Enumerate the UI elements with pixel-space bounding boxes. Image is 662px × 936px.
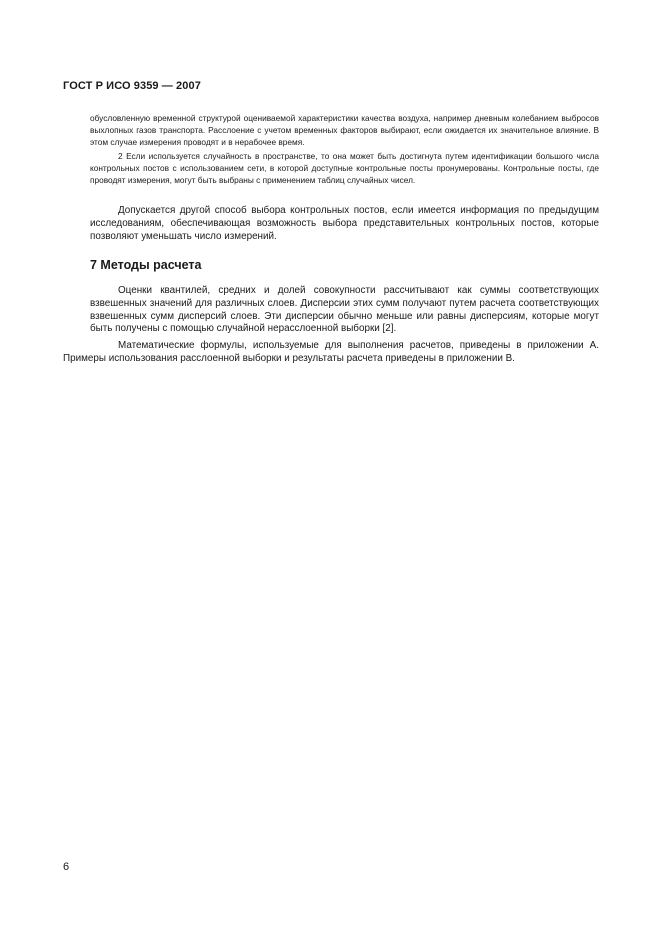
note-2: 2 Если используется случайность в пространстве, то она может быть достигнута путем идентификации большого числа контрольных постов с использованием сети, в которой доступные контрольные посты пронумерованы. Контрольные посты, где проводят измерения, могут быть выбраны с применением таблиц случайных чисел. bbox=[90, 151, 599, 186]
section-title: 7 Методы расчета bbox=[90, 258, 202, 272]
note-continuation: обусловленную временной структурой оцениваемой характеристики качества воздуха, например дневным колебанием выбросов выхлопных газов транспорта. Расслоение с учетом временных факторов выбирают, если ожидается их значительное влияние. В этом случае измерения проводят и в нерабочее время. bbox=[90, 113, 599, 148]
paragraph-other-method: Допускается другой способ выбора контрольных постов, если имеется информация по предыдущим исследованиям, обеспечивающая возможность выбора представительных контрольных постов, которые позволяют уменьшать число измерений. bbox=[90, 205, 599, 242]
document-header: ГОСТ Р ИСО 9359 — 2007 bbox=[63, 80, 201, 92]
section-paragraph-2: Математические формулы, используемые для выполнения расчетов, приведены в приложении А. Примеры использования расслоенной выборки и результаты расчета приведены в приложении В. bbox=[63, 340, 599, 364]
section-paragraph-1: Оценки квантилей, средних и долей совокупности рассчитывают как суммы соответствующих взвешенных значений для различных слоев. Дисперсии этих сумм получают путем расчета соответствующих взвешенных сумм дисперсий слоев. Эти дисперсии обычно меньше или равны дисперсиям, которые могут быть получены с помощью случайной нерасслоенной выборки [2]. bbox=[90, 285, 599, 335]
page-number: 6 bbox=[63, 861, 70, 873]
